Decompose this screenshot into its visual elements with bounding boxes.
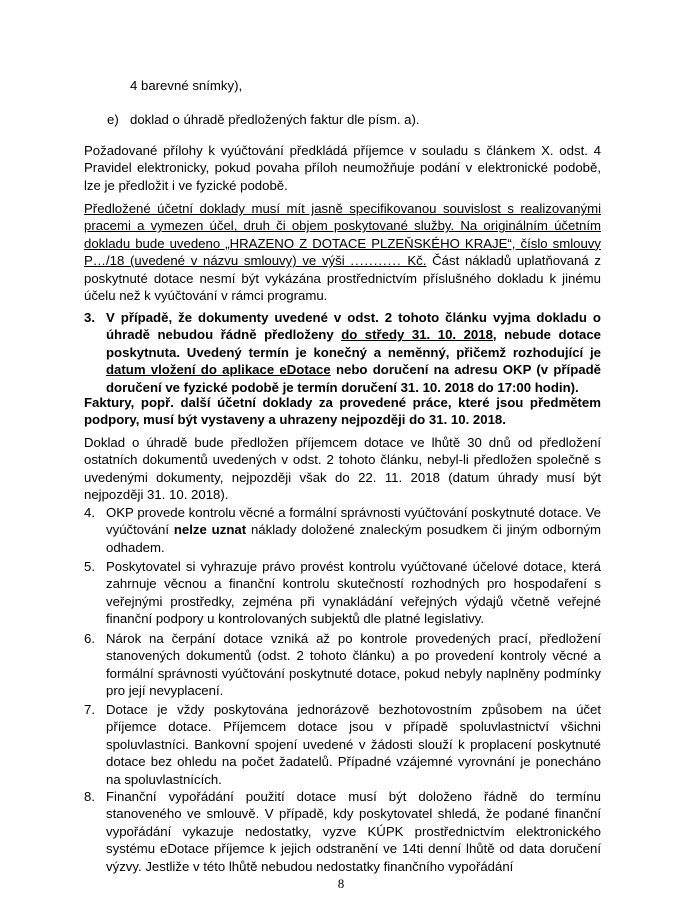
item3-text-1: V případě, že dokumenty uvedené v odst. 2 tohoto článku vyjma dokladu o úhradě nebudou řádně předloženy xyxy=(106,310,601,343)
paragraph-invoices: Faktury, popř. další účetní doklady za provedené práce, které jsou předmětem podpory, musí být vystaveny a uhrazeny nejpozději do 31. 10. 2018. xyxy=(84,395,601,428)
amount-blank: ........... xyxy=(350,253,402,269)
list-marker-6: 6. xyxy=(84,631,95,646)
list-item-5: Poskytovatel si vyhrazuje právo provést kontrolu vyúčtované účelové dotace, která zahrnuje věcnou a finanční kontrolu skutečností rozhodných pro hospodaření s veřejnými prostředky, zejména při vynakládání veřejných výdajů včetně veřejné finanční podpory u kontrolovaných subjektů dle platné legislativy. xyxy=(106,559,601,627)
list-marker-4: 4. xyxy=(84,505,95,520)
list-item-4 xyxy=(106,504,601,556)
list-marker-e: e) xyxy=(107,112,119,127)
documents-sentence-1: Předložené účetní doklady musí mít jasně specifikovanou souvislost s realizovanými pracemi a vymezen účel, druh či objem poskytované služby. xyxy=(84,201,601,234)
item4-text-2: náklady doložené znaleckým posudkem či jiným odborným odhadem. xyxy=(106,522,601,555)
documents-currency: Kč. xyxy=(401,253,427,269)
documents-sentence-2: Na originálním účetním dokladu bude uvedeno „HRAZENO Z DOTACE PLZEŇSKÉHO KRAJE“, číslo smlouvy P…/18 (uvedené v názvu smlouvy) ve výši xyxy=(84,218,601,269)
item3-deadline: do středy 31. 10. 2018 xyxy=(341,327,493,343)
paragraph-attachments: Požadované přílohy k vyúčtování předkládá příjemce v souladu s článkem X. odst. 4 Pravidel elektronicky, pokud povaha příloh neumožňuje podání v elektronické podobě, lze je předložit i ve fyzické podobě. xyxy=(84,143,601,193)
page-number: 8 xyxy=(337,876,345,891)
item4-text-1: OKP provede kontrolu věcné a formální správnosti vyúčtování poskytnuté dotace. Ve vyúčtování xyxy=(106,505,601,538)
item3-text-2: , nebude dotace poskytnuta. Uvedený termín je konečný a neměnný, přičemž rozhodující je xyxy=(106,327,601,360)
list-item-8: Finanční vypořádání použití dotace musí být doloženo řádně do termínu stanoveného ve smlouvě. V případě, kdy poskytovatel shledá, že podané finanční vypořádání vykazuje nedostatky, vyzve KÚPK prostřednictvím elektronického systému eDotace příjemce k jejich odstranění ve 14ti denní lhůtě od data doručení výzvy. Jestliže v této lhůtě nebudou nedostatky finančního vypořádání xyxy=(106,789,601,874)
paragraph-payment: Doklad o úhradě bude předložen příjemcem dotace ve lhůtě 30 dnů od předložení ostatních dokumentů uvedených v odst. 2 tohoto článku, nebyl-li předložen společně s uvedenými dokumenty, nejpozději však do 22. 11. 2018 (datum úhrady musí být nejpozději 31. 10. 2018). xyxy=(84,435,601,503)
documents-sentence-3: Část nákladů uplatňovaná z poskytnuté dotace nesmí být vykázána prostřednictvím příslušného dokladu k jinému účelu než k vyúčtování v rámci programu. xyxy=(84,253,602,304)
list-marker-3: 3. xyxy=(84,310,95,325)
list-marker-8: 8. xyxy=(84,789,95,804)
list-item-e: doklad o úhradě předložených faktur dle písm. a). xyxy=(130,112,420,127)
list-item-7: Dotace je vždy poskytována jednorázově bezhotovostním způsobem na účet příjemce dotace. Příjemcem dotace jsou v případě spoluvlastnictví všichni spoluvlastníci. Bankovní spojení uvedené v žádosti slouží k proplacení poskytnuté dotace bez ohledu na počet žadatelů. Případné vzájemné vyrovnání je ponecháno na spoluvlastnících. xyxy=(106,702,601,787)
list-marker-5: 5. xyxy=(84,559,95,574)
paragraph-documents xyxy=(84,200,601,304)
list-item-6: Nárok na čerpání dotace vzniká až po kontrole provedených prací, předložení stanovených dokumentů (odst. 2 tohoto článku) a po provedení kontroly věcné a formální správnosti vyúčtování poskytnuté dotace, pokud nebyly naplněny podmínky pro její nevyplacení. xyxy=(106,631,601,699)
item3-edotace-date: datum vložení do aplikace eDotace xyxy=(106,362,331,378)
list-item-3 xyxy=(106,309,601,396)
list-item-continuation: 4 barevné snímky), xyxy=(130,78,243,93)
item3-text-3: nebo doručení na adresu OKP (v případě doručení ve fyzické podobě je termín doručení 31. 10. 2018 do 17:00 hodin). xyxy=(106,362,601,395)
item4-not-allowed: nelze uznat xyxy=(173,522,247,538)
list-marker-7: 7. xyxy=(84,702,95,717)
